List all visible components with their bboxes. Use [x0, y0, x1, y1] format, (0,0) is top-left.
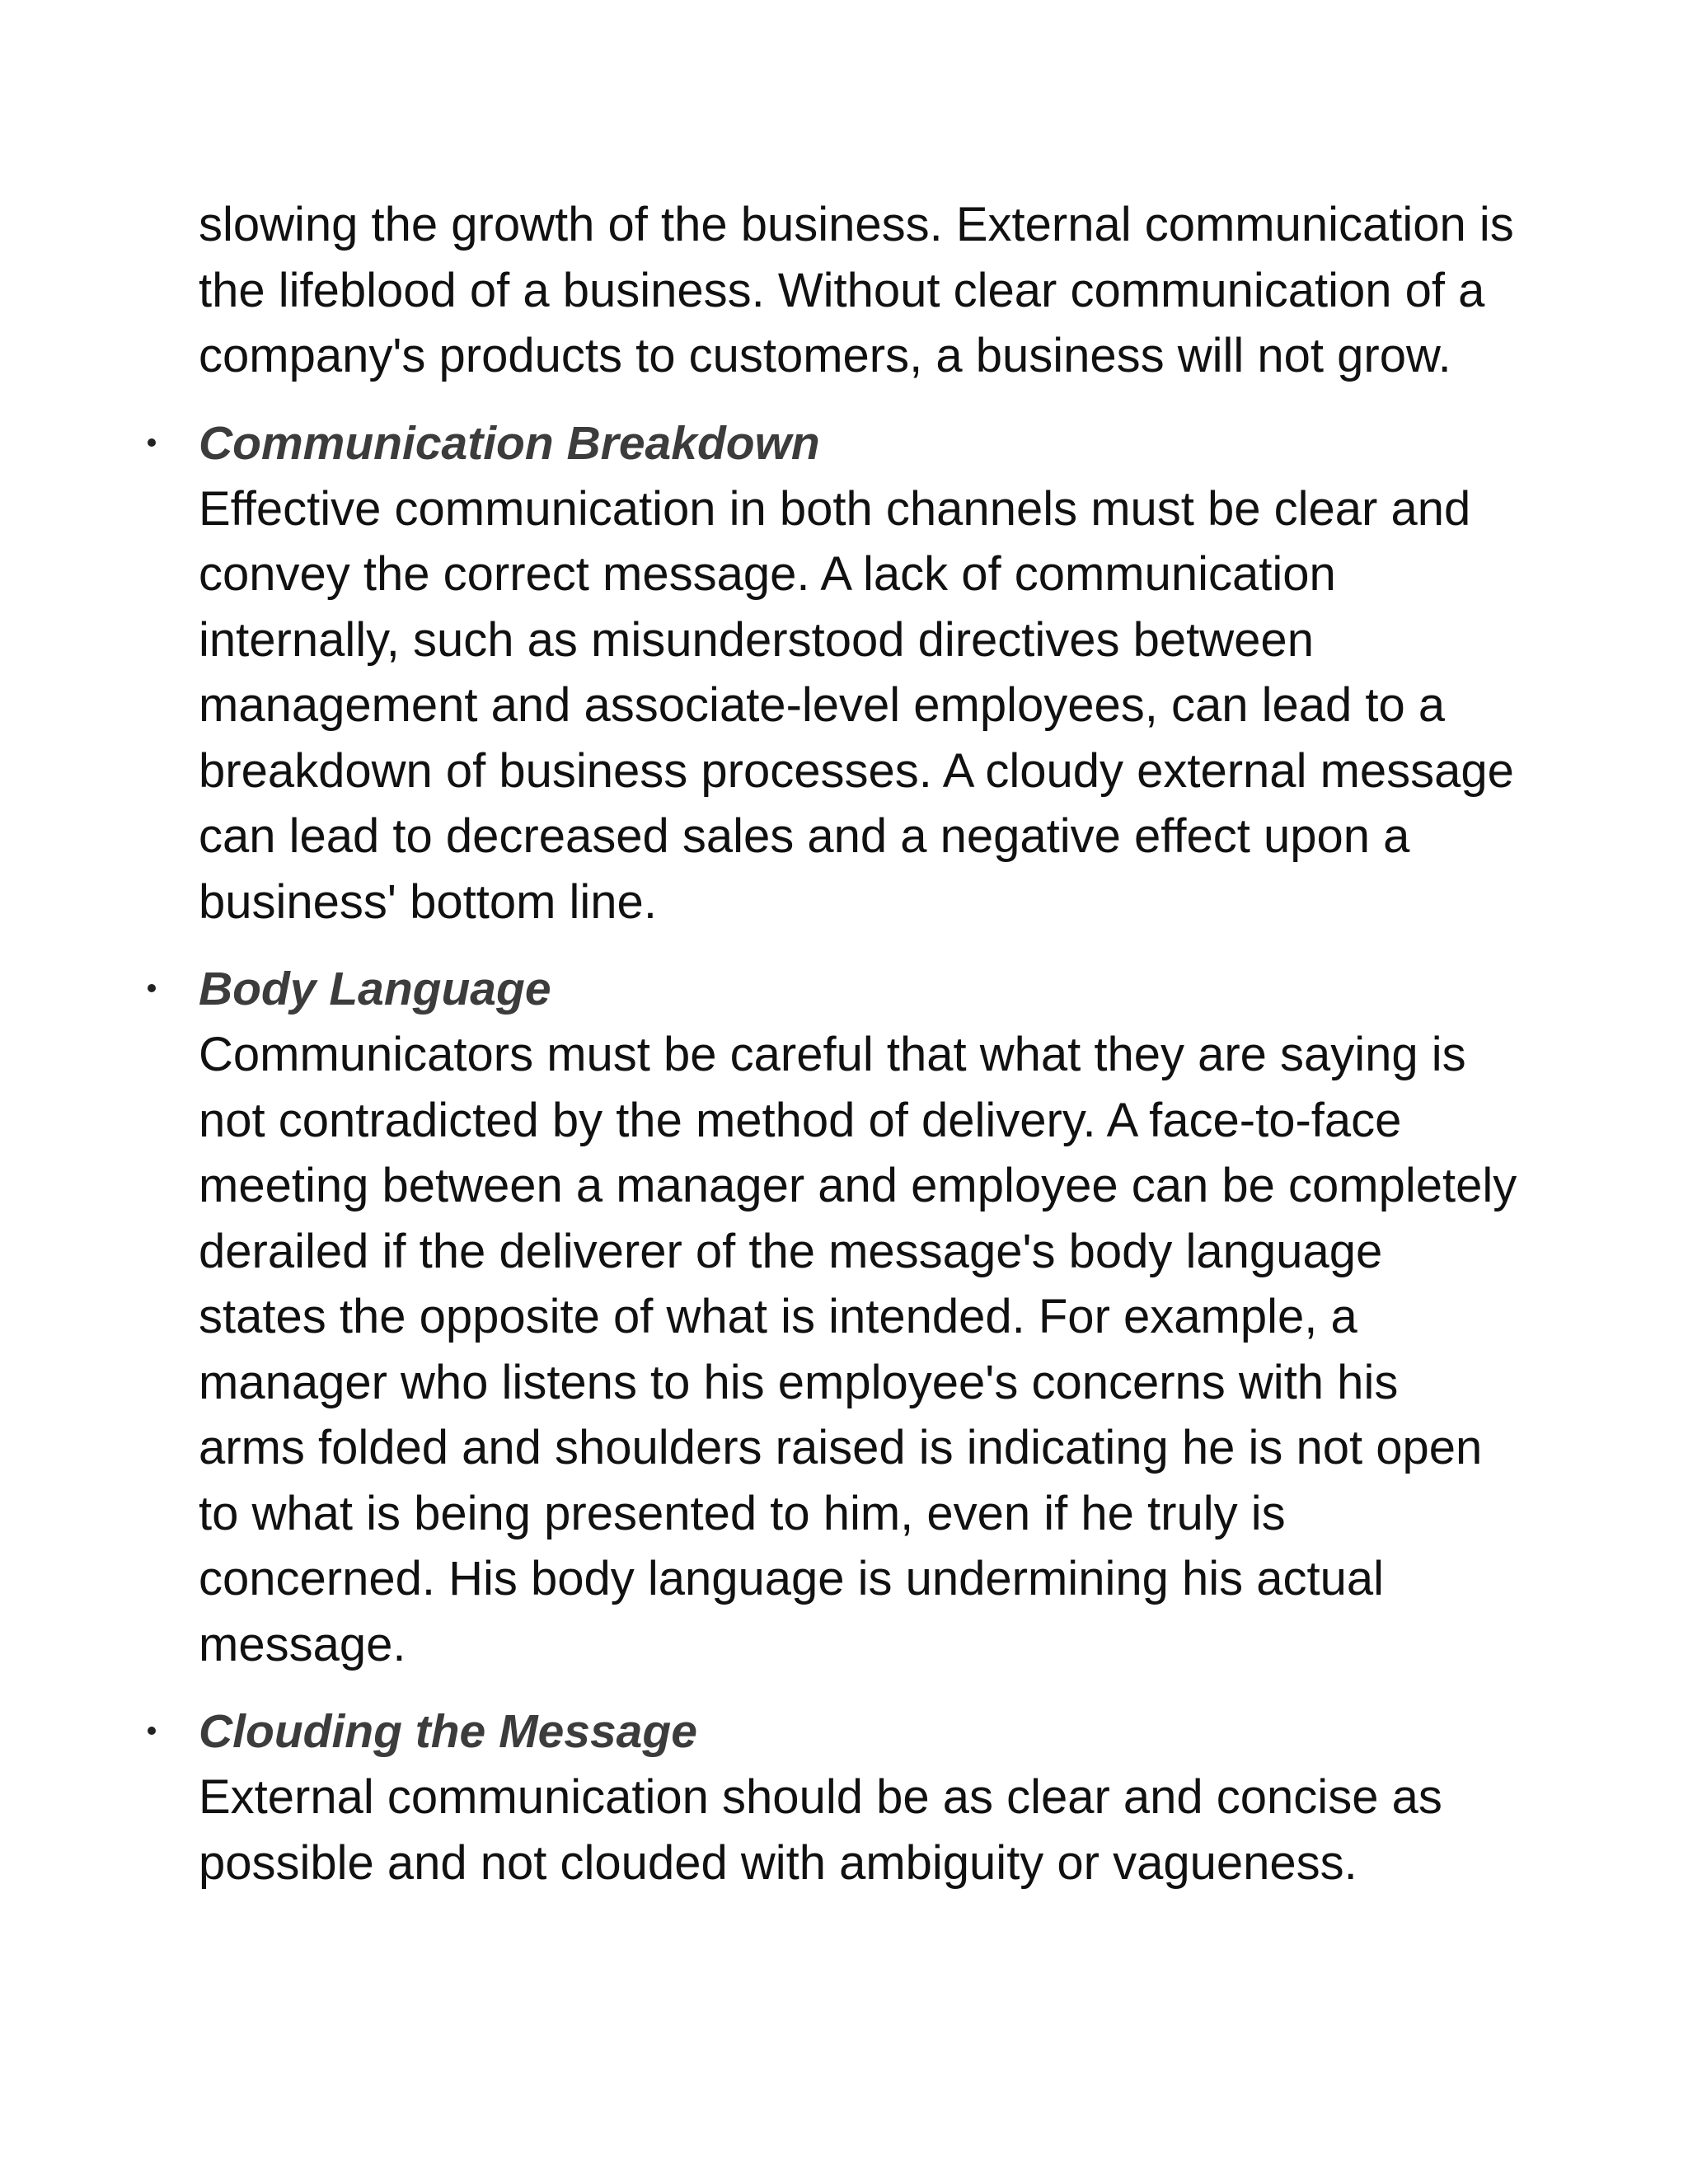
item-heading: Clouding the Message: [199, 1705, 697, 1758]
item-body: Communicators must be careful that what they are saying is not contradicted by the method of delivery. A face-to-face meeting between a manager and employee can be completely derailed if the deliverer of the message's body language states the opposite of what is intended. For example, a manager who listens to his employee's concerns with his arms folded and shoulders raised is indicating he is not open to what is being presented to him, even if he truly is concerned. His body language is undermining his actual message.: [199, 1028, 1517, 1671]
item-heading: Communication Breakdown: [199, 416, 820, 470]
list-item-body-language: [199, 963, 1517, 1677]
bullet-icon: [148, 1727, 156, 1735]
item-body: External communication should be as clear and concise as possible and not clouded with ambiguity or vagueness.: [199, 1770, 1442, 1890]
list-item-communication-breakdown: [199, 417, 1517, 935]
bullet-icon: [148, 984, 156, 992]
bullet-icon: [148, 438, 156, 447]
bullet-list: [199, 417, 1517, 1896]
item-body: Effective communication in both channels must be clear and convey the correct message. A lack of communication internally, such as misunderstood directives between management and associate-level employees, can lead to a breakdown of business processes. A cloudy external message can lead to decreased sales and a negative effect upon a business' bottom line.: [199, 481, 1514, 929]
document-content: [199, 192, 1517, 1896]
intro-paragraph: slowing the growth of the business. External communication is the lifeblood of a business. Without clear communication of a company's products to customers, a business will not grow.: [199, 198, 1514, 382]
list-item-clouding-the-message: [199, 1705, 1517, 1896]
item-heading: Body Language: [199, 963, 551, 1015]
